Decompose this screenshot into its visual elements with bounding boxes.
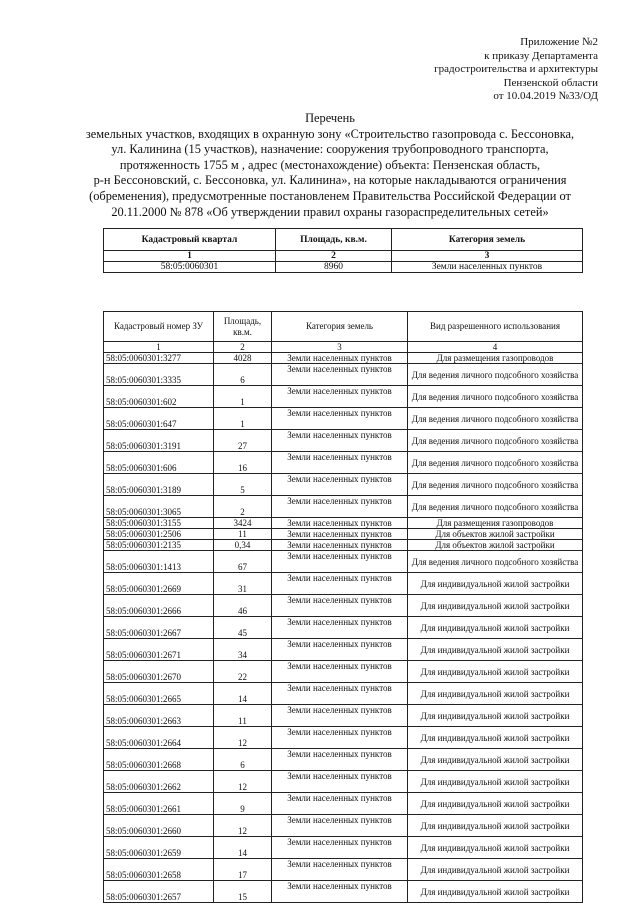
plot-land-category: Земли населенных пунктов	[272, 727, 408, 749]
column-header: Категория земель	[272, 312, 408, 342]
column-number: 2	[214, 342, 272, 353]
plot-permitted-use: Для ведения личного подсобного хозяйства	[408, 474, 583, 496]
plot-area: 6	[214, 749, 272, 771]
plot-cadastral-number: 58:05:0060301:3191	[104, 430, 214, 452]
cadastral-quarter-table	[103, 228, 583, 273]
plot-area: 14	[214, 683, 272, 705]
plot-land-category: Земли населенных пунктов	[272, 595, 408, 617]
plot-permitted-use: Для индивидуальной жилой застройки	[408, 705, 583, 727]
plot-area: 9	[214, 793, 272, 815]
plot-cadastral-number: 58:05:0060301:2135	[104, 540, 214, 551]
appendix-line: к приказу Департамента	[484, 49, 598, 62]
plot-cadastral-number: 58:05:0060301:2667	[104, 617, 214, 639]
plot-permitted-use: Для ведения личного подсобного хозяйства	[408, 430, 583, 452]
plot-land-category: Земли населенных пунктов	[272, 837, 408, 859]
plot-cadastral-number: 58:05:0060301:2665	[104, 683, 214, 705]
plot-area: 1	[214, 408, 272, 430]
plot-cadastral-number: 58:05:0060301:3335	[104, 364, 214, 386]
plot-land-category: Земли населенных пунктов	[272, 452, 408, 474]
plot-cadastral-number: 58:05:0060301:2668	[104, 749, 214, 771]
plot-permitted-use: Для индивидуальной жилой застройки	[408, 771, 583, 793]
column-number: 1	[104, 251, 276, 262]
plot-cadastral-number: 58:05:0060301:606	[104, 452, 214, 474]
plot-area: 4028	[214, 353, 272, 364]
table-row	[104, 815, 583, 837]
table-row	[104, 529, 583, 540]
table-row	[104, 683, 583, 705]
title-line: 20.11.2000 № 878 «Об утверждении правил охраны газораспределительных сетей»	[111, 204, 549, 219]
plot-land-category: Земли населенных пунктов	[272, 881, 408, 903]
plot-area: 67	[214, 551, 272, 573]
plot-cadastral-number: 58:05:0060301:647	[104, 408, 214, 430]
plot-permitted-use: Для ведения личного подсобного хозяйства	[408, 408, 583, 430]
plot-area: 0,34	[214, 540, 272, 551]
table-row	[104, 540, 583, 551]
plot-land-category: Земли населенных пунктов	[272, 353, 408, 364]
plot-cadastral-number: 58:05:0060301:3277	[104, 353, 214, 364]
plot-land-category: Земли населенных пунктов	[272, 408, 408, 430]
plot-area: 16	[214, 452, 272, 474]
table-row	[104, 595, 583, 617]
land-plots-table	[103, 311, 583, 903]
plot-land-category: Земли населенных пунктов	[272, 749, 408, 771]
table-row	[104, 452, 583, 474]
plot-area: 6	[214, 364, 272, 386]
plot-permitted-use: Для объектов жилой застройки	[408, 540, 583, 551]
plot-land-category: Земли населенных пунктов	[272, 386, 408, 408]
column-header: Площадь, кв.м.	[214, 312, 272, 342]
table-row	[104, 430, 583, 452]
plot-cadastral-number: 58:05:0060301:1413	[104, 551, 214, 573]
plot-permitted-use: Для индивидуальной жилой застройки	[408, 881, 583, 903]
plot-permitted-use: Для ведения личного подсобного хозяйства	[408, 551, 583, 573]
plot-cadastral-number: 58:05:0060301:3155	[104, 518, 214, 529]
plot-permitted-use: Для объектов жилой застройки	[408, 529, 583, 540]
table-row	[104, 386, 583, 408]
table-row	[104, 262, 583, 273]
plot-land-category: Земли населенных пунктов	[272, 771, 408, 793]
plot-cadastral-number: 58:05:0060301:2669	[104, 573, 214, 595]
plot-land-category: Земли населенных пунктов	[272, 551, 408, 573]
plot-permitted-use: Для размещения газопроводов	[408, 353, 583, 364]
table-row	[104, 749, 583, 771]
plot-land-category: Земли населенных пунктов	[272, 496, 408, 518]
table-row	[104, 353, 583, 364]
plot-land-category: Земли населенных пунктов	[272, 793, 408, 815]
plot-permitted-use: Для индивидуальной жилой застройки	[408, 727, 583, 749]
plot-permitted-use: Для индивидуальной жилой застройки	[408, 859, 583, 881]
plot-permitted-use: Для индивидуальной жилой застройки	[408, 573, 583, 595]
plot-area: 3424	[214, 518, 272, 529]
table-row	[104, 474, 583, 496]
column-number: 1	[104, 342, 214, 353]
column-header: Кадастровый номер ЗУ	[104, 312, 214, 342]
plot-area: 11	[214, 705, 272, 727]
plot-land-category: Земли населенных пунктов	[272, 617, 408, 639]
title-line: протяженность 1755 м , адрес (местонахождение) объекта: Пензенская область,	[119, 157, 541, 172]
appendix-reference	[434, 36, 598, 104]
column-header: Категория земель	[392, 229, 583, 251]
table-row	[104, 727, 583, 749]
plot-permitted-use: Для ведения личного подсобного хозяйства	[408, 496, 583, 518]
plot-area: 22	[214, 661, 272, 683]
column-header: Кадастровый квартал	[104, 229, 276, 251]
quarter-area: 8960	[276, 262, 392, 273]
table-row	[104, 661, 583, 683]
plot-area: 45	[214, 617, 272, 639]
plot-area: 1	[214, 386, 272, 408]
appendix-line: Приложение №2	[520, 36, 598, 48]
quarter-category: Земли населенных пунктов	[392, 262, 583, 273]
table-row	[104, 496, 583, 518]
plot-permitted-use: Для ведения личного подсобного хозяйства	[408, 386, 583, 408]
plot-cadastral-number: 58:05:0060301:2663	[104, 705, 214, 727]
plot-permitted-use: Для ведения личного подсобного хозяйства	[408, 364, 583, 386]
document-title	[40, 111, 620, 220]
plot-area: 5	[214, 474, 272, 496]
plot-land-category: Земли населенных пунктов	[272, 815, 408, 837]
table-row	[104, 364, 583, 386]
quarter-number: 58:05:0060301	[104, 262, 276, 273]
plot-cadastral-number: 58:05:0060301:2506	[104, 529, 214, 540]
plot-permitted-use: Для индивидуальной жилой застройки	[408, 661, 583, 683]
plot-permitted-use: Для индивидуальной жилой застройки	[408, 617, 583, 639]
plot-cadastral-number: 58:05:0060301:2660	[104, 815, 214, 837]
plot-land-category: Земли населенных пунктов	[272, 518, 408, 529]
table-row	[104, 837, 583, 859]
title-line: Перечень	[305, 111, 355, 125]
plot-cadastral-number: 58:05:0060301:3065	[104, 496, 214, 518]
plot-permitted-use: Для индивидуальной жилой застройки	[408, 837, 583, 859]
table-header-row	[104, 229, 583, 251]
plot-cadastral-number: 58:05:0060301:2661	[104, 793, 214, 815]
plot-land-category: Земли населенных пунктов	[272, 364, 408, 386]
table-row	[104, 408, 583, 430]
plot-area: 31	[214, 573, 272, 595]
plot-permitted-use: Для индивидуальной жилой застройки	[408, 749, 583, 771]
table-row	[104, 705, 583, 727]
plot-permitted-use: Для ведения личного подсобного хозяйства	[408, 452, 583, 474]
plot-land-category: Земли населенных пунктов	[272, 639, 408, 661]
column-number-row	[104, 251, 583, 262]
appendix-line: Пензенской области	[503, 76, 598, 89]
column-number: 4	[408, 342, 583, 353]
title-line: ул. Калинина (15 участков), назначение: сооружения трубопроводного транспорта,	[111, 142, 549, 157]
plot-permitted-use: Для размещения газопроводов	[408, 518, 583, 529]
plot-permitted-use: Для индивидуальной жилой застройки	[408, 595, 583, 617]
plot-permitted-use: Для индивидуальной жилой застройки	[408, 793, 583, 815]
plot-cadastral-number: 58:05:0060301:2664	[104, 727, 214, 749]
appendix-line: от 10.04.2019 №33/ОД	[493, 90, 598, 103]
plot-area: 2	[214, 496, 272, 518]
plot-cadastral-number: 58:05:0060301:2657	[104, 881, 214, 903]
plot-land-category: Земли населенных пунктов	[272, 529, 408, 540]
plot-land-category: Земли населенных пунктов	[272, 859, 408, 881]
plot-area: 17	[214, 859, 272, 881]
column-number: 3	[272, 342, 408, 353]
plot-cadastral-number: 58:05:0060301:602	[104, 386, 214, 408]
plot-cadastral-number: 58:05:0060301:2662	[104, 771, 214, 793]
title-line: (обременения), предусмотренные постановленем Правительства Российской Федерации от	[89, 188, 571, 203]
table-row	[104, 881, 583, 903]
plot-area: 34	[214, 639, 272, 661]
table-header-row	[104, 312, 583, 342]
column-header: Площадь, кв.м.	[276, 229, 392, 251]
column-number: 2	[276, 251, 392, 262]
plot-area: 46	[214, 595, 272, 617]
plot-area: 11	[214, 529, 272, 540]
plots-table-body	[104, 353, 583, 903]
plot-permitted-use: Для индивидуальной жилой застройки	[408, 683, 583, 705]
table-row	[104, 771, 583, 793]
plot-cadastral-number: 58:05:0060301:3189	[104, 474, 214, 496]
title-line: р-н Бессоновский, с. Бессоновка, ул. Калинина», на которые накладываются ограничения	[93, 173, 567, 188]
title-line: земельных участков, входящих в охранную зону «Строительство газопровода с. Бессоновка,	[85, 126, 575, 141]
plot-area: 15	[214, 881, 272, 903]
appendix-line: градостроительства и архитектуры	[434, 63, 598, 76]
plot-land-category: Земли населенных пунктов	[272, 430, 408, 452]
plot-permitted-use: Для индивидуальной жилой застройки	[408, 815, 583, 837]
plot-land-category: Земли населенных пунктов	[272, 573, 408, 595]
table-row	[104, 617, 583, 639]
plot-land-category: Земли населенных пунктов	[272, 705, 408, 727]
plot-area: 27	[214, 430, 272, 452]
plot-area: 14	[214, 837, 272, 859]
column-header: Вид разрешенного использования	[408, 312, 583, 342]
plot-area: 12	[214, 771, 272, 793]
plot-cadastral-number: 58:05:0060301:2670	[104, 661, 214, 683]
plot-area: 12	[214, 727, 272, 749]
plot-cadastral-number: 58:05:0060301:2658	[104, 859, 214, 881]
plot-cadastral-number: 58:05:0060301:2666	[104, 595, 214, 617]
plot-cadastral-number: 58:05:0060301:2659	[104, 837, 214, 859]
table-row	[104, 793, 583, 815]
table-row	[104, 518, 583, 529]
column-number: 3	[392, 251, 583, 262]
plot-land-category: Земли населенных пунктов	[272, 683, 408, 705]
table-row	[104, 573, 583, 595]
plot-area: 12	[214, 815, 272, 837]
plot-land-category: Земли населенных пунктов	[272, 661, 408, 683]
plot-cadastral-number: 58:05:0060301:2671	[104, 639, 214, 661]
column-number-row	[104, 342, 583, 353]
table-row	[104, 639, 583, 661]
plot-permitted-use: Для индивидуальной жилой застройки	[408, 639, 583, 661]
plot-land-category: Земли населенных пунктов	[272, 540, 408, 551]
plot-land-category: Земли населенных пунктов	[272, 474, 408, 496]
table-row	[104, 859, 583, 881]
table-row	[104, 551, 583, 573]
